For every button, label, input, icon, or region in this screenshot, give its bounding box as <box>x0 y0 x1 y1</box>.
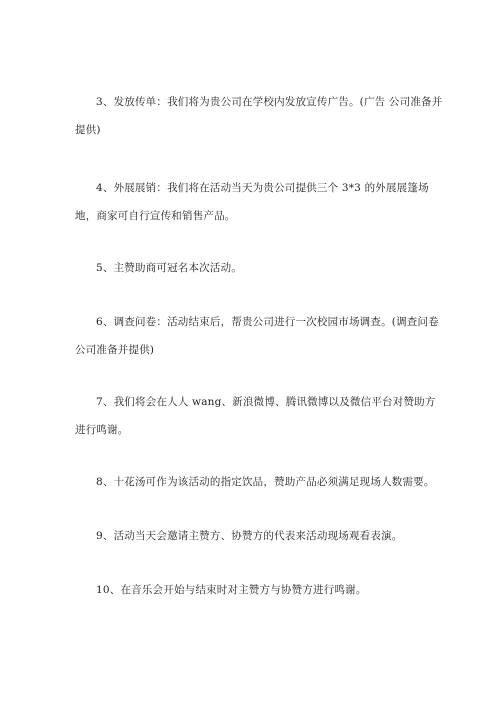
paragraph-item-9: 9、活动当天会邀请主赞方、协赞方的代表来活动现场观看表演。 <box>96 530 403 542</box>
paragraph-item-3: 3、发放传单：我们将为贵公司在学校内发放宣传广告。(广告 公司准备并提供) <box>75 96 443 136</box>
paragraph-item-5: 5、主赞助商可冠名本次活动。 <box>96 262 242 274</box>
paragraph-item-6: 6、调查问卷：活动结束后，帮贵公司进行一次校园市场调查。(调查问卷公司准备并提供) <box>75 316 439 356</box>
paragraph-item-7: 7、我们将会在人人 wang、新浪微博、腾讯微博以及微信平台对赞助方进行鸣谢。 <box>75 396 436 436</box>
paragraph-item-4: 4、外展展销：我们将在活动当天为贵公司提供三个 3*3 的外展展篷场地，商家可自行宣传和销售产品。 <box>75 182 429 222</box>
paragraph-item-8: 8、十花汤可作为该活动的指定饮品，赞助产品必须满足现场人数需要。 <box>96 476 435 488</box>
paragraph-item-10: 10、在音乐会开始与结束时对主赞方与协赞方进行鸣谢。 <box>96 584 367 596</box>
